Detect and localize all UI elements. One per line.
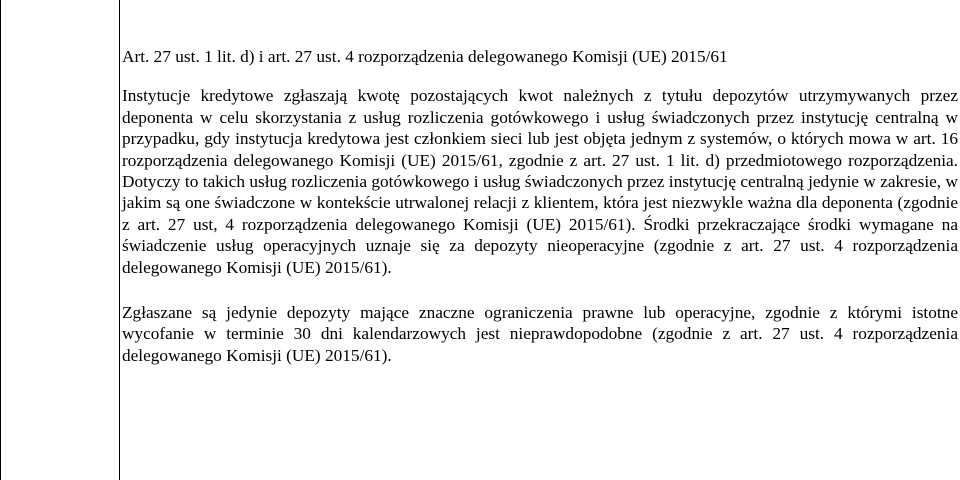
paragraph-spacer [122, 278, 958, 302]
table-left-border [0, 0, 1, 480]
table-column-divider [119, 0, 120, 480]
article-reference-heading: Art. 27 ust. 1 lit. d) i art. 27 ust. 4 rozporządzenia delegowanego Komisji (UE) 2015/61 [122, 47, 728, 66]
description-paragraph-2: Zgłaszane są jedynie depozyty mające znaczne ograniczenia prawne lub operacyjne, zgodnie z którymi istotne wycofanie w terminie 30 dni kalendarzowych jest nieprawdopodobne (zgodnie z art. 27 ust. 4 rozporządzenia delegowanego Komisji (UE) 2015/61). [122, 303, 958, 365]
description-paragraph-1: Instytucje kredytowe zgłaszają kwotę pozostających kwot należnych z tytułu depozytów utrzymywanych przez deponenta w celu skorzystania z usług rozliczenia gotówkowego i usług świadczonych przez instytucję centralną w przypadku, gdy instytucja kredytowa jest członkiem sieci lub jest objęta jednym z systemów, o których mowa w art. 16 rozporządzenia delegowanego Komisji (UE) 2015/61, zgodnie z art. 27 ust. 1 lit. d) przedmiotowego rozporządzenia. Dotyczy to takich usług rozliczenia gotówkowego i usług świadczonych przez instytucję centralną jedynie w zakresie, w jakim są one świadczone w kontekście utrwalonej relacji z klientem, która jest niezwykle ważna dla deponenta (zgodnie z art. 27 ust, 4 rozporządzenia delegowanego Komisji (UE) 2015/61). Środki przekraczające środki wymagane na świadczenie usług operacyjnych uznaje się za depozyty nieoperacyjne (zgodnie z art. 27 ust. 4 rozporządzenia delegowanego Komisji (UE) 2015/61). [122, 86, 958, 277]
description-cell [122, 46, 958, 366]
